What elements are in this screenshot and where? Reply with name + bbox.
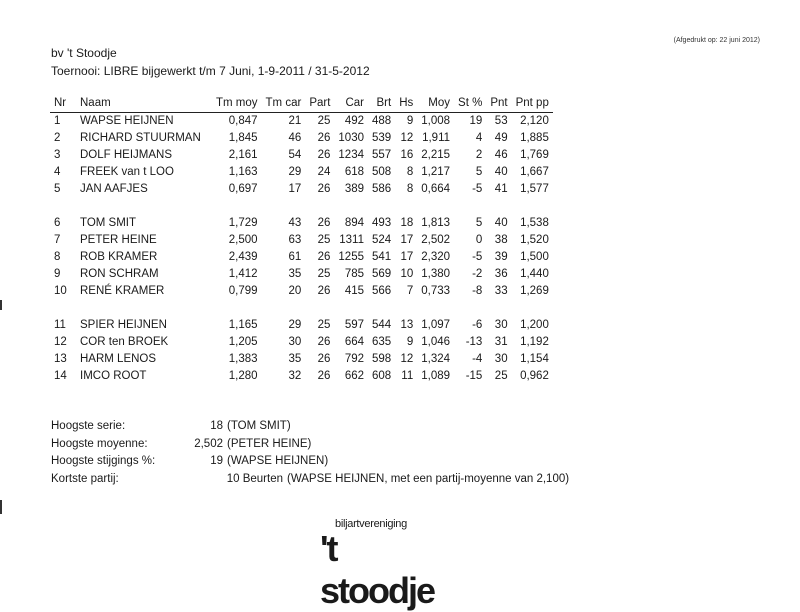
summary-label: Kortste partij: (51, 472, 119, 485)
table-cell: PETER HEINE (80, 234, 157, 246)
table-cell: 1,205 (228, 336, 258, 348)
table-cell: 2,215 (421, 149, 451, 161)
table-cell: 25 (317, 268, 331, 280)
table-row (50, 351, 553, 368)
summary-row (51, 453, 569, 471)
table-cell: 46 (494, 149, 508, 161)
table-cell: 8 (54, 251, 61, 263)
table-cell: 539 (372, 132, 392, 144)
table-cell: 566 (372, 285, 392, 297)
col-header: Pnt pp (512, 94, 553, 113)
club-name: bv 't Stoodje (51, 46, 117, 60)
table-cell: 6 (54, 217, 61, 229)
table-cell: 586 (372, 183, 392, 195)
table-cell: 415 (344, 285, 364, 297)
summary-note: (WAPSE HEIJNEN, met een partij-moyenne van 2,100) (287, 472, 570, 485)
table-cell: 0,962 (520, 370, 549, 382)
scan-edge-mark (0, 500, 2, 514)
table-cell: 2,120 (520, 115, 549, 127)
summary-note: (PETER HEINE) (227, 437, 312, 450)
table-cell: RON SCHRAM (80, 268, 159, 280)
table-cell: JAN AAFJES (80, 183, 148, 195)
summary-value: 2,502 (194, 437, 223, 450)
col-header: Nr (50, 94, 76, 113)
table-cell: 1 (54, 115, 61, 127)
table-cell: 26 (317, 370, 331, 382)
table-cell: -6 (472, 319, 483, 331)
col-header: Tm moy (212, 94, 262, 113)
table-cell: 25 (317, 319, 331, 331)
club-logo (320, 518, 448, 611)
table-cell: 41 (494, 183, 508, 195)
table-cell: 0,664 (421, 183, 451, 195)
table-cell: FREEK van t LOO (80, 166, 174, 178)
col-header: Pnt (486, 94, 511, 113)
table-cell: 12 (400, 353, 414, 365)
table-cell: 26 (317, 149, 331, 161)
table-cell: 31 (494, 336, 508, 348)
table-cell: 30 (288, 336, 302, 348)
summary-note: (TOM SMIT) (227, 420, 291, 432)
table-cell: 49 (494, 132, 508, 144)
table-cell: -5 (472, 251, 483, 263)
table-cell: 1,097 (421, 319, 451, 331)
table-cell: 12 (400, 132, 414, 144)
table-cell: COR ten BROEK (80, 336, 169, 348)
table-cell: 544 (372, 319, 392, 331)
table-cell: 389 (344, 183, 364, 195)
table-cell: 508 (372, 166, 392, 178)
table-row (50, 249, 553, 266)
summary-value: 19 (210, 455, 223, 467)
table-cell: 26 (317, 132, 331, 144)
table-cell: 7 (406, 285, 414, 297)
table-cell: 894 (344, 217, 364, 229)
table-cell: 26 (317, 251, 331, 263)
group-spacer (50, 300, 553, 317)
table-cell: 2,161 (228, 149, 258, 161)
summary-value: 10 Beurten (226, 472, 283, 485)
table-cell: 9 (406, 336, 414, 348)
tournament-header: Toernooi: LIBRE bijgewerkt t/m 7 Juni, 1-9-2011 / 31-5-2012 (51, 64, 370, 78)
table-row (50, 283, 553, 300)
table-cell: 3 (54, 149, 61, 161)
table-cell: 29 (288, 319, 302, 331)
table-cell: 1,769 (520, 149, 549, 161)
table-cell: 1,845 (228, 132, 258, 144)
summary-note: (WAPSE HEIJNEN) (227, 455, 329, 467)
summary-label: Hoogste stijgings %: (51, 455, 156, 467)
table-cell: 29 (288, 166, 302, 178)
table-cell: 1,200 (520, 319, 549, 331)
table-row (50, 317, 553, 334)
table-cell: 1,440 (520, 268, 549, 280)
table-cell: 32 (288, 370, 302, 382)
table-cell: 9 (406, 115, 414, 127)
table-cell: 1,520 (520, 234, 549, 246)
col-header: Part (305, 94, 334, 113)
table-cell: ROB KRAMER (80, 251, 158, 263)
col-header: Moy (417, 94, 454, 113)
table-cell: 63 (288, 234, 302, 246)
table-row (50, 215, 553, 232)
standings-table (50, 94, 553, 385)
logo-subtitle: biljartvereniging (335, 518, 407, 530)
table-row (50, 164, 553, 181)
summary-row (51, 418, 569, 436)
table-cell: 54 (288, 149, 302, 161)
summary-label: Hoogste serie: (51, 420, 126, 432)
table-cell: 5 (475, 217, 483, 229)
table-cell: 61 (288, 251, 302, 263)
table-cell: 0,697 (228, 183, 258, 195)
table-cell: -15 (465, 370, 483, 382)
table-cell: 40 (494, 217, 508, 229)
table-cell: 1234 (338, 149, 364, 161)
table-cell: 26 (317, 336, 331, 348)
table-cell: 618 (344, 166, 364, 178)
table-cell: 1311 (339, 234, 364, 246)
table-cell: 664 (344, 336, 364, 348)
table-cell: 1,089 (421, 370, 451, 382)
table-cell: 53 (494, 115, 508, 127)
table-cell: 21 (288, 115, 302, 127)
table-cell: 1,008 (421, 115, 451, 127)
table-cell: -13 (465, 336, 483, 348)
table-cell: 1,269 (520, 285, 549, 297)
table-cell: RICHARD STUURMAN (80, 132, 201, 144)
table-cell: 8 (406, 183, 414, 195)
table-cell: 1,217 (421, 166, 451, 178)
table-cell: -5 (472, 183, 483, 195)
table-cell: 17 (400, 234, 414, 246)
table-cell: WAPSE HEIJNEN (80, 115, 174, 127)
table-cell: 1,885 (520, 132, 549, 144)
table-cell: 36 (494, 268, 508, 280)
table-cell: 4 (54, 166, 61, 178)
table-cell: 8 (406, 166, 414, 178)
table-cell: 1,538 (520, 217, 549, 229)
table-cell: 20 (288, 285, 302, 297)
table-cell: 1255 (338, 251, 364, 263)
table-cell: 46 (288, 132, 302, 144)
table-cell: 488 (372, 115, 392, 127)
table-cell: 4 (475, 132, 483, 144)
col-header: Brt (368, 94, 395, 113)
table-cell: 1,412 (228, 268, 258, 280)
table-cell: 43 (288, 217, 302, 229)
table-cell: 1,165 (228, 319, 258, 331)
table-cell: 785 (344, 268, 364, 280)
table-row (50, 147, 553, 164)
table-cell: 541 (372, 251, 392, 263)
table-cell: 26 (317, 183, 331, 195)
col-header: Naam (76, 94, 212, 113)
table-cell: 2,439 (228, 251, 258, 263)
table-cell: 1,046 (421, 336, 451, 348)
table-cell: 1,324 (421, 353, 451, 365)
table-cell: 1,163 (228, 166, 258, 178)
table-cell: 1,577 (520, 183, 549, 195)
table-cell: -2 (472, 268, 483, 280)
table-cell: 10 (400, 268, 414, 280)
table-cell: 19 (469, 115, 483, 127)
col-header: Car (334, 94, 368, 113)
table-cell: 1,911 (422, 132, 451, 144)
table-row (50, 181, 553, 198)
table-cell: 1,729 (228, 217, 258, 229)
table-header-row (50, 94, 553, 113)
table-cell: 9 (54, 268, 61, 280)
table-cell: 0,847 (228, 115, 258, 127)
table-cell: 26 (317, 217, 331, 229)
table-cell: 14 (54, 370, 67, 382)
table-cell: 1,383 (228, 353, 258, 365)
table-cell: 1030 (338, 132, 364, 144)
table-cell: 40 (494, 166, 508, 178)
table-cell: 2 (54, 132, 61, 144)
table-cell: 1,154 (520, 353, 549, 365)
table-cell: 35 (288, 353, 302, 365)
table-cell: 13 (54, 353, 67, 365)
table-cell: 11 (54, 319, 66, 331)
table-row (50, 368, 553, 385)
table-cell: 38 (494, 234, 508, 246)
table-cell: 557 (372, 149, 392, 161)
table-cell: 5 (54, 183, 61, 195)
table-cell: 16 (400, 149, 414, 161)
table-cell: 1,500 (520, 251, 549, 263)
scan-edge-mark (0, 300, 2, 310)
table-cell: 2,320 (421, 251, 451, 263)
table-cell: 1,280 (228, 370, 258, 382)
table-cell: 792 (344, 353, 364, 365)
table-row (50, 130, 553, 147)
table-cell: 1,380 (421, 268, 451, 280)
table-cell: 26 (317, 353, 331, 365)
summary-block (51, 418, 569, 488)
table-cell: 10 (54, 285, 67, 297)
table-cell: 608 (372, 370, 392, 382)
logo-wordmark: 't stoodje (320, 528, 435, 611)
table-cell: 598 (372, 353, 392, 365)
table-cell: 30 (494, 353, 508, 365)
table-cell: 2,500 (228, 234, 258, 246)
table-cell: SPIER HEIJNEN (80, 319, 167, 331)
table-cell: 26 (317, 285, 331, 297)
table-row (50, 266, 553, 283)
table-cell: 35 (288, 268, 302, 280)
table-cell: -8 (472, 285, 483, 297)
table-cell: DOLF HEIJMANS (80, 149, 173, 161)
table-cell: 2 (475, 149, 483, 161)
table-cell: TOM SMIT (80, 217, 137, 229)
table-cell: 24 (317, 166, 331, 178)
col-header: Hs (395, 94, 417, 113)
table-row (50, 113, 553, 131)
summary-row (51, 471, 569, 489)
table-row (50, 232, 553, 249)
table-cell: RENÉ KRAMER (80, 285, 165, 297)
col-header: St % (454, 94, 486, 113)
summary-row (51, 436, 569, 454)
table-cell: 33 (494, 285, 508, 297)
table-cell: 13 (400, 319, 414, 331)
table-cell: 30 (494, 319, 508, 331)
table-cell: 1,192 (520, 336, 549, 348)
table-cell: 1,813 (421, 217, 451, 229)
table-cell: 17 (288, 183, 302, 195)
table-cell: 493 (372, 217, 392, 229)
table-cell: 12 (54, 336, 67, 348)
table-cell: 597 (344, 319, 364, 331)
table-cell: 524 (372, 234, 392, 246)
table-cell: 0,733 (421, 285, 451, 297)
table-cell: 18 (400, 217, 414, 229)
table-cell: -4 (472, 353, 483, 365)
col-header: Tm car (262, 94, 306, 113)
table-cell: 2,502 (421, 234, 451, 246)
table-cell: 0 (475, 234, 483, 246)
table-cell: 635 (372, 336, 392, 348)
table-cell: HARM LENOS (80, 353, 157, 365)
group-spacer (50, 198, 553, 215)
printed-date: (Afgedrukt op: 22 juni 2012) (673, 37, 760, 44)
table-cell: 39 (494, 251, 508, 263)
summary-label: Hoogste moyenne: (51, 437, 148, 450)
table-cell: 1,667 (520, 166, 549, 178)
table-row (50, 334, 553, 351)
table-cell: 25 (317, 234, 331, 246)
table-cell: 5 (475, 166, 483, 178)
table-cell: 662 (344, 370, 364, 382)
table-cell: 11 (401, 370, 414, 382)
table-cell: 17 (400, 251, 414, 263)
table-cell: 569 (372, 268, 392, 280)
table-cell: IMCO ROOT (80, 370, 147, 382)
table-cell: 25 (494, 370, 508, 382)
table-cell: 25 (317, 115, 331, 127)
table-cell: 0,799 (228, 285, 258, 297)
summary-value: 18 (210, 420, 223, 432)
table-cell: 492 (344, 115, 364, 127)
table-cell: 7 (54, 234, 61, 246)
